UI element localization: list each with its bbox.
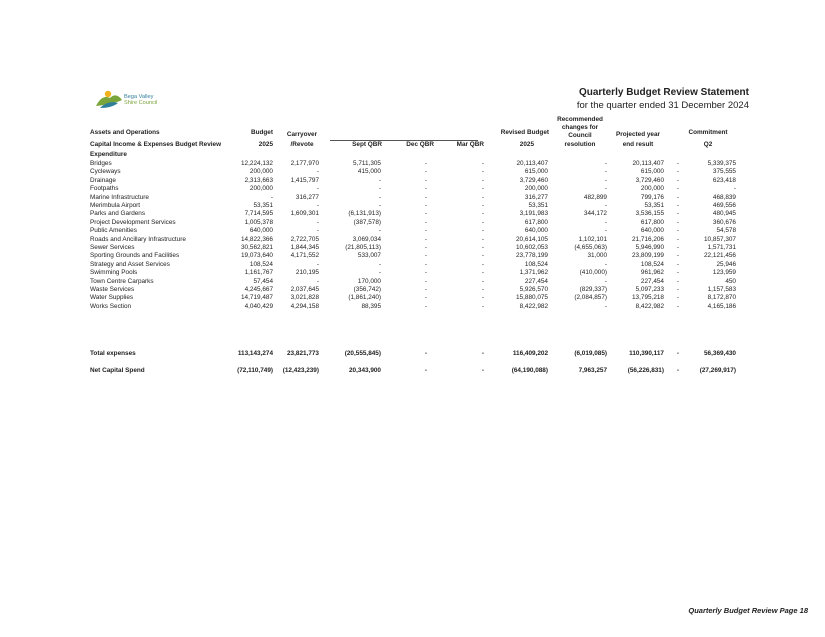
- header-end-result: end result: [622, 141, 654, 148]
- row-label: Public Amenities: [90, 227, 137, 235]
- cell-mar: -: [481, 252, 484, 260]
- cell-mar: -: [481, 366, 484, 374]
- cell-proj: 617,800: [640, 218, 664, 226]
- row-label: Marine Infrastructure: [90, 193, 149, 201]
- cell-revised: 617,800: [524, 218, 548, 226]
- cell-proj: 108,524: [640, 260, 664, 268]
- cell-sept: 170,000: [357, 277, 381, 285]
- cell-sept: (356,742): [353, 286, 381, 293]
- cell-budget: 1,005,378: [244, 218, 273, 226]
- header-recommended: Recommended: [557, 116, 603, 123]
- cell-proj: 200,000: [640, 185, 664, 193]
- cell-mar: -: [481, 218, 484, 226]
- cell-sept: (6,131,913): [348, 210, 381, 218]
- header-capital-review: Capital Income & Expenses Budget Review: [90, 141, 222, 148]
- cell-budget: 1,161,767: [244, 269, 273, 277]
- cell-var: -: [676, 286, 679, 293]
- cell-carry: 4,171,552: [290, 252, 319, 260]
- cell-mar: -: [481, 260, 484, 268]
- cell-var: -: [676, 193, 679, 201]
- cell-proj: 53,351: [644, 202, 664, 209]
- row-label: Cycleways: [90, 168, 121, 176]
- cell-sept: -: [378, 193, 381, 201]
- cell-proj: 227,454: [640, 277, 664, 285]
- cell-budget: 53,351: [253, 202, 273, 209]
- cell-sept: 415,000: [357, 168, 381, 176]
- cell-revised: 3,191,983: [519, 210, 548, 218]
- cell-mar: -: [481, 176, 484, 184]
- cell-carry: 1,609,301: [290, 210, 319, 218]
- cell-mar: -: [481, 193, 484, 201]
- cell-carry: 2,722,705: [290, 235, 319, 243]
- cell-budget: 14,719,487: [241, 294, 273, 302]
- header-budget-year: 2025: [258, 141, 273, 148]
- cell-dec: -: [424, 176, 427, 184]
- cell-dec: -: [424, 168, 427, 176]
- header-assets-operations: Assets and Operations: [90, 129, 160, 136]
- cell-commit: 1,157,583: [707, 286, 736, 293]
- cell-proj: 615,000: [640, 168, 664, 176]
- row-label: Sporting Grounds and Facilities: [90, 252, 180, 260]
- cell-commit: 450: [725, 277, 736, 285]
- cell-var: -: [676, 350, 679, 357]
- cell-proj: 21,716,206: [632, 235, 664, 243]
- row-label: Total expenses: [90, 350, 136, 357]
- cell-dec: -: [424, 244, 427, 251]
- header-revised-budget: Revised Budget: [500, 129, 549, 136]
- cell-mar: -: [481, 160, 484, 167]
- cell-dec: -: [424, 202, 427, 209]
- cell-sept: -: [378, 260, 381, 268]
- report-subtitle: for the quarter ended 31 December 2024: [576, 100, 749, 111]
- cell-budget: 108,524: [249, 260, 273, 268]
- cell-commit: 360,676: [712, 218, 736, 226]
- cell-var: -: [676, 218, 679, 226]
- cell-revised: 23,778,199: [516, 252, 548, 260]
- cell-carry: 2,177,970: [290, 160, 319, 167]
- cell-mar: -: [481, 277, 484, 285]
- cell-var: -: [676, 210, 679, 218]
- cell-rec: -: [604, 302, 607, 310]
- cell-dec: -: [424, 160, 427, 167]
- cell-commit: 54,578: [716, 227, 736, 235]
- cell-carry: 1,844,345: [290, 244, 319, 251]
- cell-budget: 2,313,663: [244, 176, 273, 184]
- cell-mar: -: [481, 227, 484, 235]
- header-projected-year: Projected year: [615, 131, 661, 138]
- cell-carry: -: [316, 218, 319, 226]
- cell-revised: 640,000: [524, 227, 548, 235]
- cell-commit: 10,857,307: [704, 235, 736, 243]
- row-label: Merimbula Airport: [90, 202, 141, 209]
- row-label: Net Capital Spend: [90, 366, 145, 374]
- logo-text-line1: Bega Valley: [124, 94, 154, 100]
- cell-commit: 25,946: [716, 260, 736, 268]
- header-q2: Q2: [703, 141, 713, 148]
- cell-proj: 13,795,218: [632, 294, 664, 302]
- cell-proj: 799,176: [640, 193, 664, 201]
- cell-rec: -: [604, 277, 607, 285]
- cell-revised: 200,000: [524, 185, 548, 193]
- cell-sept: (21,805,113): [345, 244, 381, 251]
- cell-commit: 56,369,430: [704, 350, 736, 357]
- cell-mar: -: [481, 286, 484, 293]
- cell-carry: (12,423,239): [282, 366, 319, 374]
- cell-var: -: [676, 160, 679, 167]
- cell-carry: 210,195: [295, 269, 319, 277]
- cell-sept: -: [378, 176, 381, 184]
- cell-budget: 4,040,429: [244, 302, 273, 310]
- cell-sept: 3,069,034: [352, 235, 381, 243]
- cell-budget: -: [270, 193, 273, 201]
- cell-var: -: [676, 277, 679, 285]
- cell-mar: -: [481, 294, 484, 302]
- cell-dec: -: [424, 269, 427, 277]
- cell-var: -: [676, 260, 679, 268]
- cell-sept: (20,555,845): [344, 350, 381, 357]
- cell-rec: 31,000: [587, 252, 607, 260]
- cell-carry: -: [316, 260, 319, 268]
- cell-mar: -: [481, 269, 484, 277]
- cell-rec: -: [604, 218, 607, 226]
- cell-carry: -: [316, 168, 319, 176]
- cell-dec: -: [424, 235, 427, 243]
- cell-revised: 615,000: [524, 168, 548, 176]
- cell-budget: 12,224,132: [241, 160, 273, 167]
- cell-mar: -: [481, 302, 484, 310]
- row-label: Footpaths: [90, 185, 119, 193]
- cell-budget: 640,000: [249, 227, 273, 235]
- cell-dec: -: [424, 218, 427, 226]
- cell-rec: 482,899: [583, 193, 607, 201]
- cell-rec: -: [604, 168, 607, 176]
- cell-rec: (829,337): [579, 286, 607, 293]
- cell-proj: 3,729,460: [635, 176, 664, 184]
- cell-budget: 4,245,667: [244, 286, 273, 293]
- cell-mar: -: [481, 168, 484, 176]
- cell-sept: -: [378, 202, 381, 209]
- row-label: Works Section: [90, 302, 132, 310]
- cell-revised: 1,371,962: [519, 269, 548, 277]
- cell-revised: 53,351: [528, 202, 548, 209]
- header-dec-qbr: Dec QBR: [406, 141, 434, 148]
- row-label: Town Centre Carparks: [90, 277, 154, 285]
- cell-budget: 200,000: [249, 185, 273, 193]
- report-title: Quarterly Budget Review Statement: [578, 87, 749, 98]
- cell-rec: (2,084,857): [574, 294, 607, 302]
- cell-var: -: [676, 269, 679, 277]
- cell-proj: (56,226,831): [627, 366, 664, 374]
- row-label: Bridges: [90, 160, 112, 167]
- header-revote: /Revote: [290, 141, 314, 148]
- row-label: Waste Services: [90, 286, 135, 293]
- cell-budget: 113,143,274: [237, 350, 273, 357]
- section-label: Expenditure: [90, 151, 127, 158]
- cell-sept: -: [378, 269, 381, 277]
- cell-dec: -: [424, 294, 427, 302]
- header-budget: Budget: [250, 129, 273, 136]
- cell-revised: 3,729,460: [519, 176, 548, 184]
- page-footer: Quarterly Budget Review Page 18: [688, 606, 808, 615]
- row-label: Project Development Services: [90, 218, 176, 226]
- cell-budget: 7,714,595: [244, 210, 273, 218]
- cell-rec: 7,963,257: [578, 366, 607, 374]
- cell-var: -: [676, 202, 679, 209]
- cell-sept: -: [378, 185, 381, 193]
- row-label: Swimming Pools: [90, 269, 138, 277]
- cell-revised: 20,113,407: [516, 160, 548, 167]
- cell-carry: 2,037,645: [290, 286, 319, 293]
- cell-rec: (410,000): [579, 269, 607, 277]
- cell-mar: -: [481, 235, 484, 243]
- cell-dec: -: [424, 193, 427, 201]
- cell-carry: -: [316, 277, 319, 285]
- cell-rec: -: [604, 202, 607, 209]
- cell-revised: 5,926,570: [519, 286, 548, 293]
- cell-revised: (64,190,088): [511, 366, 548, 374]
- row-label: Roads and Ancillary Infrastructure: [90, 235, 186, 243]
- cell-budget: 200,000: [249, 168, 273, 176]
- cell-mar: -: [481, 350, 484, 357]
- logo-text-line2: Shire Council: [124, 100, 158, 106]
- cell-sept: 88,395: [361, 302, 381, 310]
- cell-dec: -: [424, 366, 427, 374]
- cell-commit: 8,172,870: [707, 294, 736, 302]
- cell-proj: 640,000: [640, 227, 664, 235]
- cell-mar: -: [481, 210, 484, 218]
- cell-rec: -: [604, 160, 607, 167]
- cell-proj: 23,809,199: [632, 252, 664, 260]
- cell-sept: (1,861,240): [348, 294, 381, 302]
- cell-rec: -: [604, 185, 607, 193]
- cell-commit: 375,555: [712, 168, 736, 176]
- header-commitment: Commitment: [688, 129, 728, 136]
- cell-rec: -: [604, 260, 607, 268]
- cell-sept: (387,578): [353, 218, 381, 226]
- cell-revised: 227,454: [524, 277, 548, 285]
- cell-carry: -: [316, 185, 319, 193]
- cell-commit: -: [733, 185, 736, 193]
- cell-sept: 20,343,900: [349, 366, 381, 374]
- cell-var: -: [676, 185, 679, 193]
- cell-dec: -: [424, 252, 427, 260]
- cell-proj: 8,422,982: [635, 302, 664, 310]
- cell-var: -: [676, 294, 679, 302]
- row-label: Sewer Services: [90, 244, 135, 251]
- cell-budget: 19,073,640: [241, 252, 273, 260]
- cell-carry: -: [316, 202, 319, 209]
- header-carryover: Carryover: [286, 131, 318, 138]
- cell-budget: (72,110,749): [237, 366, 273, 374]
- cell-budget: 57,454: [253, 277, 273, 285]
- cell-revised: 316,277: [524, 193, 548, 201]
- cell-dec: -: [424, 350, 427, 357]
- cell-proj: 961,962: [640, 269, 664, 277]
- cell-budget: 14,822,366: [241, 235, 273, 243]
- header-mar-qbr: Mar QBR: [456, 141, 484, 148]
- cell-carry: 23,821,773: [287, 350, 319, 357]
- cell-var: -: [676, 252, 679, 260]
- cell-sept: 533,007: [357, 252, 381, 260]
- cell-rec: (6,019,085): [574, 350, 607, 357]
- report-title-block: [577, 86, 749, 112]
- cell-dec: -: [424, 210, 427, 218]
- cell-dec: -: [424, 302, 427, 310]
- header-resolution: resolution: [564, 141, 596, 148]
- council-logo-mountains-icon: [94, 86, 174, 112]
- cell-proj: 110,390,117: [629, 350, 664, 357]
- cell-commit: 22,121,456: [704, 252, 736, 260]
- cell-revised: 8,422,982: [519, 302, 548, 310]
- row-label: Water Supplies: [90, 294, 134, 302]
- cell-var: -: [676, 366, 679, 374]
- cell-rec: (4,655,063): [574, 244, 607, 251]
- cell-dec: -: [424, 227, 427, 235]
- cell-carry: 316,277: [295, 193, 319, 201]
- cell-var: -: [676, 168, 679, 176]
- cell-commit: 469,556: [712, 202, 736, 209]
- cell-proj: 5,946,990: [635, 244, 664, 251]
- cell-rec: 344,172: [583, 210, 607, 218]
- header-sept-qbr: Sept QBR: [352, 141, 382, 148]
- row-label: Drainage: [90, 176, 116, 184]
- cell-commit: 468,839: [712, 193, 736, 201]
- cell-commit: 123,959: [712, 269, 736, 277]
- cell-commit: 5,339,375: [707, 160, 736, 167]
- cell-revised: 116,409,202: [512, 350, 548, 357]
- cell-revised: 10,602,053: [516, 244, 548, 251]
- cell-carry: -: [316, 227, 319, 235]
- cell-var: -: [676, 227, 679, 235]
- cell-carry: 1,415,797: [290, 176, 319, 184]
- cell-dec: -: [424, 260, 427, 268]
- cell-mar: -: [481, 244, 484, 251]
- row-label: Strategy and Asset Services: [90, 260, 170, 268]
- row-label: Parks and Gardens: [90, 210, 146, 218]
- cell-rec: -: [604, 176, 607, 184]
- cell-revised: 15,880,075: [516, 294, 548, 302]
- cell-sept: 5,711,305: [353, 160, 381, 167]
- cell-commit: 4,165,186: [707, 302, 736, 310]
- cell-mar: -: [481, 202, 484, 209]
- cell-var: -: [676, 176, 679, 184]
- cell-var: -: [676, 302, 679, 310]
- header-revised-year: 2025: [519, 141, 534, 148]
- cell-var: -: [676, 244, 679, 251]
- cell-rec: -: [604, 227, 607, 235]
- header-changes-for: changes for: [561, 124, 599, 131]
- cell-commit: 480,945: [712, 210, 736, 218]
- cell-commit: (27,269,917): [699, 366, 736, 374]
- cell-dec: -: [424, 286, 427, 293]
- cell-revised: 108,524: [524, 260, 548, 268]
- cell-budget: 30,562,821: [241, 244, 273, 251]
- cell-commit: 1,571,731: [707, 244, 736, 251]
- cell-mar: -: [481, 185, 484, 193]
- cell-var: -: [676, 235, 679, 243]
- cell-sept: -: [378, 227, 381, 235]
- cell-dec: -: [424, 277, 427, 285]
- cell-carry: 4,294,158: [290, 302, 319, 310]
- cell-rec: 1,102,101: [578, 235, 607, 243]
- cell-proj: 3,536,155: [635, 210, 664, 218]
- council-logo: [94, 86, 174, 112]
- cell-proj: 20,113,407: [632, 160, 664, 167]
- cell-carry: 3,021,828: [290, 294, 319, 302]
- cell-proj: 5,097,233: [635, 286, 664, 293]
- qbr-header-rule: [330, 140, 478, 141]
- header-council: Council: [568, 132, 592, 139]
- cell-commit: 623,418: [712, 176, 736, 184]
- cell-dec: -: [424, 185, 427, 193]
- cell-revised: 20,614,105: [516, 235, 548, 243]
